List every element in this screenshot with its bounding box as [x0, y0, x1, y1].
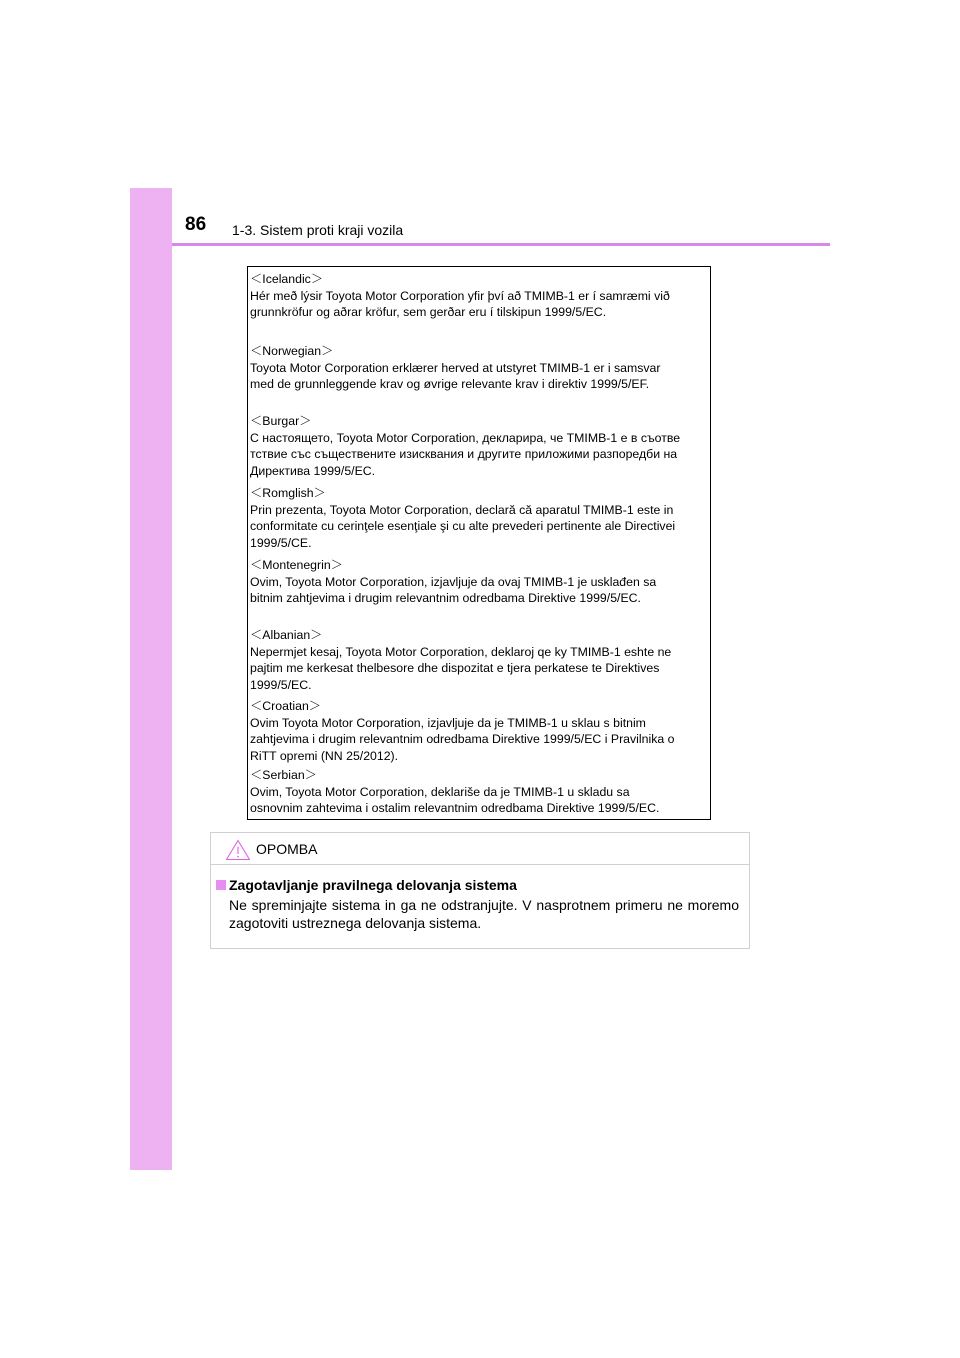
declaration-text: Hér með lýsir Toyota Motor Corporation yfir því að TMIMB-1 er í samræmi við grunnkröfur og aðrar kröfur, sem gerðar eru í tilskipun 1999/5/EC.	[250, 288, 670, 319]
declaration-text: Toyota Motor Corporation erklærer herved at utstyret TMIMB-1 er i samsvar med de grunnleggende krav og øvrige relevante krav i direktiv 1999/5/EF.	[250, 360, 661, 391]
note-heading: Zagotavljanje pravilnega delovanja sistema	[229, 877, 517, 893]
declaration-serbian	[250, 767, 708, 817]
declaration-croatian	[250, 698, 708, 764]
language-label: ＜Croatian＞	[250, 699, 322, 713]
language-label: ＜Romglish＞	[250, 486, 326, 500]
square-bullet-icon	[216, 880, 226, 890]
language-label: ＜Albanian＞	[250, 628, 323, 642]
declaration-text: Ovim, Toyota Motor Corporation, deklariše da je TMIMB-1 u skladu sa osnovnim zahtevima i ostalim relevantnim odredbama Direktive 1999/5/EC.	[250, 784, 660, 815]
declaration-text: Prin prezenta, Toyota Motor Corporation, declară că aparatul TMIMB-1 este in conformitate cu cerinţele esenţiale şi cu alte prevederi pertinente ale Directivei 1999/5/CE.	[250, 502, 676, 550]
declaration-bulgarian	[250, 413, 708, 479]
declaration-text: Nepermjet kesaj, Toyota Motor Corporation, deklaroj qe ky TMIMB-1 eshte ne pajtim me kerkesat thelbesore dhe dispozitat e tjera perkatese te Direktives 1999/5/EC.	[250, 644, 672, 692]
note-title: OPOMBA	[256, 841, 318, 857]
language-label: ＜Montenegrin＞	[250, 558, 343, 572]
note-header	[211, 833, 749, 865]
note-box	[210, 832, 750, 949]
declaration-text: С настоящето, Toyota Motor Corporation, декларира, че TMIMB-1 е в съотве тствие със съществените изисквания и другите приложими разпоредби на Директива 1999/5/EC.	[250, 430, 681, 478]
declaration-albanian	[250, 627, 708, 693]
note-text: Ne spreminjajte sistema in ga ne odstranjujte. V nasprotnem primeru ne moremo zagotoviti ustreznega delovanja sistema.	[229, 897, 739, 931]
declaration-text: Ovim Toyota Motor Corporation, izjavljuje da je TMIMB-1 u sklau s bitnim zahtjevima i drugim relevantnim odredbama Direktive 1999/5/EC i Pravilnika o RiTT opremi (NN 25/2012).	[250, 715, 675, 763]
side-tab-band	[130, 188, 172, 1170]
declaration-montenegrin	[250, 557, 708, 607]
language-label: ＜Norwegian＞	[250, 344, 334, 358]
declaration-norwegian	[250, 343, 708, 393]
declaration-romanian	[250, 485, 708, 551]
language-label: ＜Icelandic＞	[250, 272, 324, 286]
declaration-box	[247, 266, 711, 820]
page-number: 86	[185, 214, 207, 235]
header-divider	[172, 243, 830, 246]
declaration-text: Ovim, Toyota Motor Corporation, izjavljuje da ovaj TMIMB-1 je usklađen sa bitnim zahtjevima i drugim relevantnim odredbama Direktive 1999/5/EC.	[250, 574, 657, 605]
warning-triangle-icon	[225, 839, 251, 861]
language-label: ＜Serbian＞	[250, 768, 317, 782]
language-label: ＜Burgar＞	[250, 414, 312, 428]
section-title: 1-3. Sistem proti kraji vozila	[232, 222, 404, 238]
declaration-icelandic	[250, 271, 708, 321]
